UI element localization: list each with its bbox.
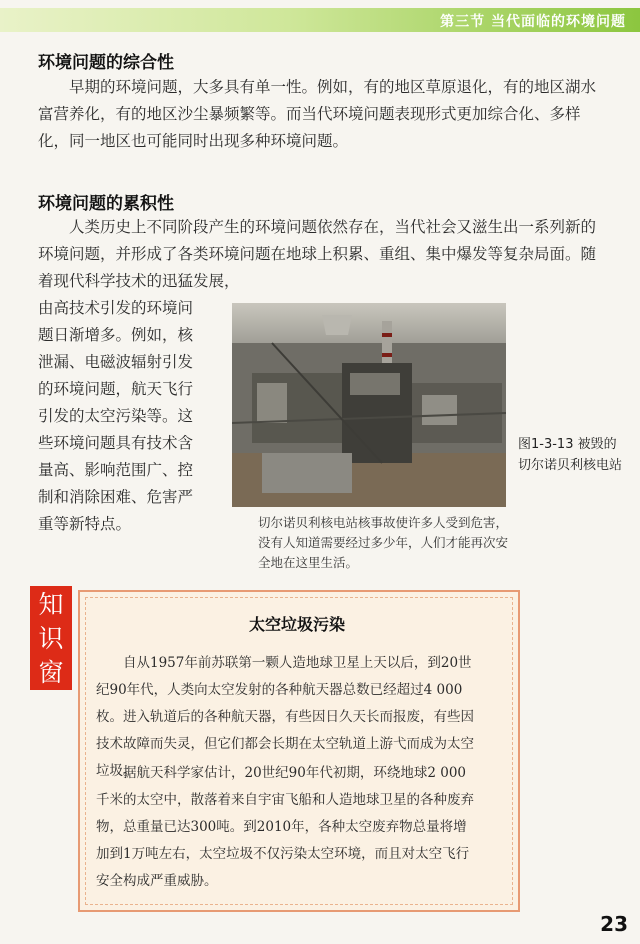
chernobyl-photo-image — [232, 303, 506, 507]
text-line: 量高、影响范围广、控 — [38, 461, 194, 479]
section-title: 第三节 当代面临的环境问题 — [440, 14, 626, 30]
text-line: 泄漏、电磁波辐射引发 — [38, 353, 194, 371]
heading-cumulative: 环境问题的累积性 — [38, 194, 174, 214]
text-left-of-figure — [38, 295, 224, 538]
text-line: 重等新特点。 — [38, 515, 132, 533]
section-header-bar — [0, 8, 640, 32]
text-line: 由高技术引发的环境问 — [38, 299, 194, 317]
figure-note: 切尔诺贝利核电站核事故使许多人受到危害，没有人知道需要经过多少年，人们才能再次安全地在这里生活。 — [258, 515, 509, 570]
knowledge-window-tag: 知识窗 — [30, 586, 72, 690]
chernobyl-photo — [232, 303, 506, 507]
knowledge-paragraph-1: 自从1957年前苏联第一颗人造地球卫星上天以后，到20世纪90年代，人类向太空发射的各种航天器总数已经超过4 000枚。进入轨道后的各种航天器，有些因日久天长而报废，有些因技术故障而失灵，但它们都会长期在太空轨道上游弋而成为太空垃圾。 — [96, 655, 474, 779]
text-line: 些环境问题具有技术含 — [38, 434, 194, 452]
text-line: 题日渐增多。例如，核 — [38, 326, 194, 344]
text-line: 的环境问题，航天飞行 — [38, 380, 194, 398]
figure-caption: 图1-3-13 被毁的切尔诺贝利核电站 — [518, 437, 623, 473]
knowledge-window-title: 太空垃圾污染 — [248, 615, 345, 634]
knowledge-paragraph-2: 据航天科学家估计，20世纪90年代初期，环绕地球2 000千米的太空中，散落着来自宇宙飞船和人造地球卫星的各种废弃物，总重量已达300吨。到2010年，各种太空废弃物总量将增加到1万吨左右，太空垃圾不仅污染太空环境，而且对太空飞行安全构成严重威胁。 — [96, 765, 474, 889]
heading-comprehensive: 环境问题的综合性 — [38, 53, 174, 73]
paragraph-cumulative: 人类历史上不同阶段产生的环境问题依然存在，当代社会又滋生出一系列新的环境问题，并形成了各类环境问题在地球上积累、重组、集中爆发等复杂局面。随着现代科学技术的迅猛发展， — [38, 218, 597, 290]
paragraph-comprehensive: 早期的环境问题，大多具有单一性。例如，有的地区草原退化，有的地区湖水富营养化，有的地区沙尘暴频繁等。而当代环境问题表现形式更加综合化、多样化，同一地区也可能同时出现多种环境问题。 — [38, 78, 597, 150]
text-line: 制和消除困难、危害严 — [38, 488, 194, 506]
page-number: 23 — [600, 912, 628, 936]
text-line: 引发的太空污染等。这 — [38, 407, 194, 425]
